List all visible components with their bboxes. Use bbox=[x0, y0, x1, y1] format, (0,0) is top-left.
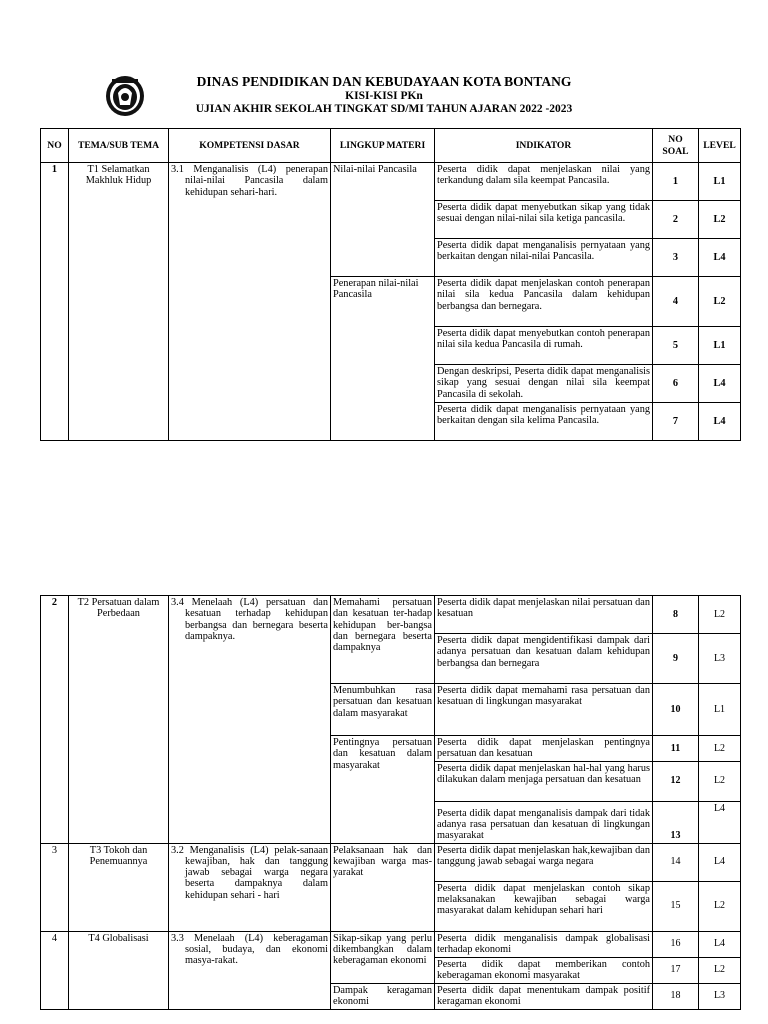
row-indikator: Peserta didik dapat menyebutkan contoh penerapan nilai sila kedua Pancasila di rumah. bbox=[435, 327, 653, 365]
col-header-tema: TEMA/SUB TEMA bbox=[69, 129, 169, 163]
row-tema: T2 Persatuan dalam Perbedaan bbox=[69, 596, 169, 844]
row-level: L2 bbox=[699, 761, 741, 801]
row-lingkup: Nilai-nilai Pancasila bbox=[331, 163, 435, 277]
row-tema: T4 Globalisasi bbox=[69, 931, 169, 1009]
kd-text: Menelaah (L4) persatuan dan kesatuan terhadap kehidupan berbangsa dan bernegara beserta dampaknya. bbox=[185, 597, 328, 642]
row-indikator: Peserta didik dapat menjelaskan pentingnya persatuan dan kesatuan bbox=[435, 736, 653, 762]
row-indikator: Peserta didik dapat menjelaskan nilai yang terkandung dalam sila keempat Pancasila. bbox=[435, 163, 653, 201]
row-indikator: Peserta didik dapat menganalisis dampak dari tidak adanya rasa persatuan dan kesatuan di lingkungan masyarakat bbox=[435, 801, 653, 843]
kd-text: Menganalisis (L4) pelak-sanaan kewajiban, hak dan tanggung jawab sebagai warga negara beserta dampaknya dalam kehidupan sehari - hari bbox=[185, 844, 328, 901]
row-no-soal: 7 bbox=[653, 403, 699, 441]
kisi-kisi-table-1 bbox=[40, 128, 741, 441]
row-kd bbox=[169, 931, 331, 1009]
col-header-lingkup: LINGKUP MATERI bbox=[331, 129, 435, 163]
row-no-soal: 6 bbox=[653, 365, 699, 403]
row-no-soal: 10 bbox=[653, 684, 699, 736]
row-level: L4 bbox=[699, 239, 741, 277]
row-indikator: Peserta didik menganalisis dampak globalisasi terhadap ekonomi bbox=[435, 931, 653, 957]
row-no-soal: 15 bbox=[653, 881, 699, 931]
row-no-soal: 16 bbox=[653, 931, 699, 957]
row-lingkup: Pelaksanaan hak dan kewajiban warga mas-yarakat bbox=[331, 843, 435, 931]
col-header-no: NO bbox=[41, 129, 69, 163]
row-kd bbox=[169, 596, 331, 844]
row-level: L3 bbox=[699, 634, 741, 684]
row-lingkup: Dampak keragaman ekonomi bbox=[331, 983, 435, 1009]
row-indikator: Dengan deskripsi, Peserta didik dapat menganalisis sikap yang sesuai dengan nilai sila keempat Pancasila di sekolah. bbox=[435, 365, 653, 403]
row-level: L3 bbox=[699, 983, 741, 1009]
row-lingkup: Sikap-sikap yang perlu dikembangkan dalam keberagaman ekonomi bbox=[331, 931, 435, 983]
exam-title: UJIAN AKHIR SEKOLAH TINGKAT SD/MI TAHUN AJARAN 2022 -2023 bbox=[195, 103, 573, 115]
row-no-soal: 13 bbox=[653, 801, 699, 843]
row-level: L2 bbox=[699, 596, 741, 634]
row-no-soal: 4 bbox=[653, 277, 699, 327]
col-header-level: LEVEL bbox=[699, 129, 741, 163]
row-no-soal: 18 bbox=[653, 983, 699, 1009]
row-level: L2 bbox=[699, 957, 741, 983]
col-header-kd: KOMPETENSI DASAR bbox=[169, 129, 331, 163]
row-kd bbox=[169, 163, 331, 441]
row-no-soal: 3 bbox=[653, 239, 699, 277]
row-no-soal: 8 bbox=[653, 596, 699, 634]
kd-text: Menelaah (L4) keberagaman sosial, budaya, dan ekonomi masya-rakat. bbox=[185, 932, 328, 967]
table-header-row bbox=[41, 129, 741, 163]
row-indikator: Peserta didik dapat menyebutkan sikap yang tidak sesuai dengan nilai-nilai sila ketiga pancasila. bbox=[435, 201, 653, 239]
kisi-kisi-table-2 bbox=[40, 595, 741, 1010]
row-indikator: Peserta didik dapat menganalisis pernyataan yang berkaitan dengan nilai-nilai Pancasila. bbox=[435, 239, 653, 277]
kd-number: 3.2 bbox=[171, 844, 184, 856]
row-no-soal: 2 bbox=[653, 201, 699, 239]
row-no: 1 bbox=[41, 163, 69, 441]
row-level: L1 bbox=[699, 684, 741, 736]
row-lingkup: Pentingnya persatuan dan kesatuan dalam masyarakat bbox=[331, 736, 435, 844]
row-lingkup: Penerapan nilai-nilai Pancasila bbox=[331, 277, 435, 441]
row-indikator: Peserta didik dapat menjelaskan hak,kewajiban dan tanggung jawab sebagai warga negara bbox=[435, 843, 653, 881]
agency-title: DINAS PENDIDIKAN DAN KEBUDAYAAN KOTA BONTANG bbox=[196, 74, 572, 89]
row-level: L1 bbox=[699, 327, 741, 365]
row-indikator: Peserta didik dapat memahami rasa persatuan dan kesatuan di lingkungan masyarakat bbox=[435, 684, 653, 736]
row-kd bbox=[169, 843, 331, 931]
row-level: L4 bbox=[699, 931, 741, 957]
row-level: L2 bbox=[699, 277, 741, 327]
row-level: L2 bbox=[699, 201, 741, 239]
kd-number: 3.4 bbox=[171, 597, 184, 608]
row-indikator: Peserta didik dapat menjelaskan contoh sikap melaksanakan kewajiban sebagai warga masyarakat dalam kehidupan sehari hari bbox=[435, 881, 653, 931]
row-level: L2 bbox=[699, 881, 741, 931]
row-indikator: Peserta didik dapat menjelaskan nilai persatuan dan kesatuan bbox=[435, 596, 653, 634]
row-no-soal: 5 bbox=[653, 327, 699, 365]
row-level: L4 bbox=[699, 365, 741, 403]
table-row bbox=[41, 843, 741, 881]
table-row bbox=[41, 163, 741, 201]
row-indikator: Peserta didik dapat menentukam dampak positif keragaman ekonomi bbox=[435, 983, 653, 1009]
row-indikator: Peserta didik dapat menjelaskan contoh penerapan nilai sila kedua Pancasila dalam kehidupan berbangsa dan bernegara. bbox=[435, 277, 653, 327]
row-no-soal: 12 bbox=[653, 761, 699, 801]
row-no-soal: 17 bbox=[653, 957, 699, 983]
row-no-soal: 14 bbox=[653, 843, 699, 881]
row-no: 3 bbox=[41, 843, 69, 931]
row-indikator: Peserta didik dapat menjelaskan hal-hal yang harus dilakukan dalam menjaga persatuan dan kesatuan bbox=[435, 761, 653, 801]
row-no-soal: 9 bbox=[653, 634, 699, 684]
kd-number: 3.1 bbox=[171, 164, 184, 175]
row-lingkup: Menumbuhkan rasa persatuan dan kesatuan dalam masyarakat bbox=[331, 684, 435, 736]
row-level: L4 bbox=[699, 843, 741, 881]
row-no: 2 bbox=[41, 596, 69, 844]
row-tema: T1 Selamatkan Makhluk Hidup bbox=[69, 163, 169, 441]
row-lingkup: Memahami persatuan dan kesatuan ter-hadap kehidupan ber-bangsa dan bernegara beserta dampaknya bbox=[331, 596, 435, 684]
col-header-indikator: INDIKATOR bbox=[435, 129, 653, 163]
table-row bbox=[41, 596, 741, 634]
row-no-soal: 1 bbox=[653, 163, 699, 201]
row-tema: T3 Tokoh dan Penemuannya bbox=[69, 843, 169, 931]
kd-text: Menganalisis (L4) penerapan nilai-nilai Pancasila dalam kehidupan sehari-hari. bbox=[185, 164, 328, 198]
bontang-seal-icon bbox=[104, 75, 146, 117]
row-no: 4 bbox=[41, 931, 69, 1009]
row-level: L4 bbox=[699, 403, 741, 441]
row-indikator: Peserta didik dapat mengidentifikasi dampak dari adanya persatuan dan kesatuan dalam kehidupan berbangsa dan bernegara bbox=[435, 634, 653, 684]
row-no-soal: 11 bbox=[653, 736, 699, 762]
row-indikator: Peserta didik dapat memberikan contoh keberagaman ekonomi masyarakat bbox=[435, 957, 653, 983]
row-level: L2 bbox=[699, 736, 741, 762]
row-level: L4 bbox=[699, 801, 741, 843]
subject-title: KISI-KISI PKn bbox=[345, 90, 423, 102]
col-header-no-soal: NO SOAL bbox=[653, 129, 699, 163]
table-row bbox=[41, 931, 741, 957]
row-indikator: Peserta didik dapat menganalisis pernyataan yang berkaitan dengan sila kelima Pancasila. bbox=[435, 403, 653, 441]
kd-number: 3.3 bbox=[171, 932, 184, 944]
row-level: L1 bbox=[699, 163, 741, 201]
